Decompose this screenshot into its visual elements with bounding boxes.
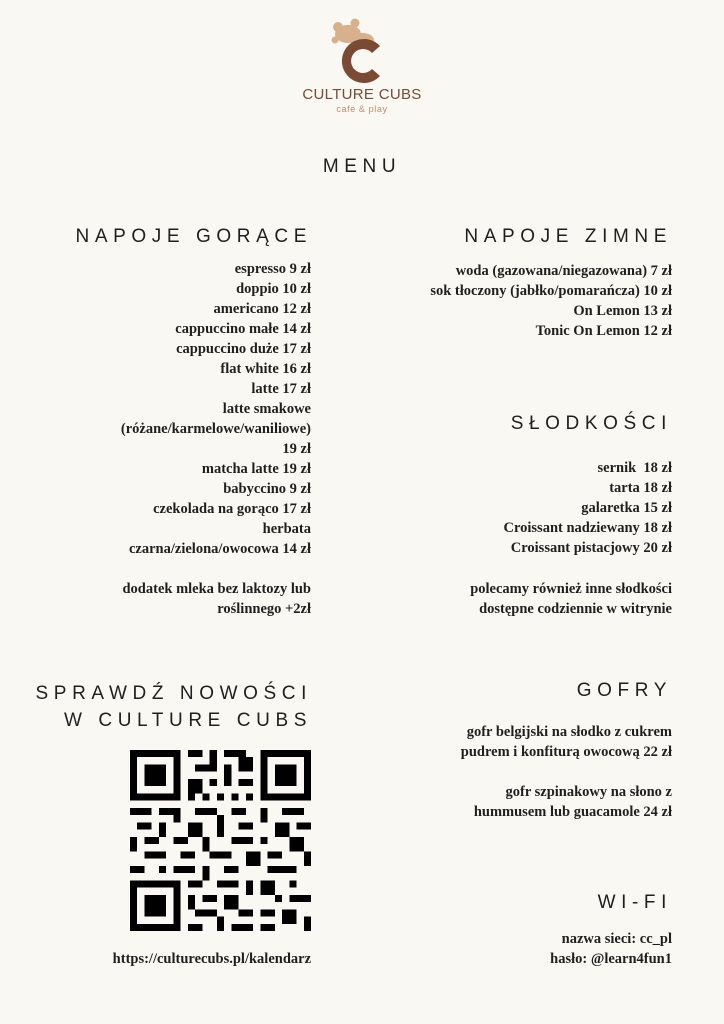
list-item: On Lemon 13 zł — [573, 303, 672, 319]
list-item: americano 12 zł — [213, 301, 311, 317]
list-item: herbata — [262, 521, 311, 537]
waffle-item-belgian — [372, 722, 672, 762]
sweets-note — [372, 579, 672, 619]
sweets-heading: SŁODKOŚCI — [510, 413, 672, 434]
list-item: woda (gazowana/niegazowana) 7 zł — [455, 263, 672, 279]
list-item: cappuccino duże 17 zł — [176, 341, 311, 357]
list-item: czekolada na gorąco 17 zł — [153, 501, 311, 517]
list-item: latte smakowe — [222, 401, 311, 417]
cold-drinks-heading: NAPOJE ZIMNE — [464, 226, 672, 247]
list-item: czarna/zielona/owocowa 14 zł — [128, 541, 311, 557]
list-item: sernik 18 zł — [597, 460, 672, 476]
list-item: latte 17 zł — [251, 381, 311, 397]
wifi-network: nazwa sieci: cc_pl — [561, 931, 672, 947]
note-line: dodatek mleka bez laktozy lub — [122, 581, 311, 597]
list-item: flat white 16 zł — [220, 361, 311, 377]
hot-drinks-heading: NAPOJE GORĄCE — [75, 226, 312, 247]
cold-drinks-list — [332, 261, 672, 341]
milk-note — [11, 579, 311, 619]
list-item: (różane/karmelowe/waniliowe) — [120, 421, 311, 437]
list-item: sok tłoczony (jabłko/pomarańcza) 10 zł — [430, 283, 672, 299]
hot-drinks-list — [11, 259, 311, 559]
list-item: 19 zł — [282, 441, 311, 457]
list-item: tarta 18 zł — [609, 480, 672, 496]
wifi-heading: WI-FI — [597, 892, 672, 913]
list-item: cappuccino małe 14 zł — [175, 321, 311, 337]
list-item: babyccino 9 zł — [223, 481, 311, 497]
news-heading-line1: SPRAWDŹ NOWOŚCI — [35, 683, 312, 704]
list-item: doppio 10 zł — [236, 281, 311, 297]
waffles-heading: GOFRY — [576, 680, 672, 701]
brand-name: CULTURE CUBS — [302, 86, 422, 103]
item-line: gofr belgijski na słodko z cukrem — [466, 724, 672, 740]
item-line: gofr szpinakowy na słono z — [505, 784, 672, 800]
sweets-list — [372, 458, 672, 558]
item-line: hummusem lub guacamole 24 zł — [473, 804, 672, 820]
news-heading — [36, 680, 312, 734]
list-item: espresso 9 zł — [234, 261, 311, 277]
note-line: polecamy również inne słodkości — [470, 581, 672, 597]
list-item: galaretka 15 zł — [581, 500, 672, 516]
note-line: dostępne codziennie w witrynie — [479, 601, 672, 617]
list-item: Croissant pistacjowy 20 zł — [510, 540, 672, 556]
list-item: Croissant nadziewany 18 zł — [503, 520, 672, 536]
wifi-info — [372, 929, 672, 969]
qr-code-icon[interactable] — [130, 750, 311, 931]
menu-title: MENU — [322, 156, 402, 177]
wifi-password: hasło: @learn4fun1 — [550, 951, 672, 967]
note-line: roślinnego +2zł — [217, 601, 311, 617]
list-item: matcha latte 19 zł — [201, 461, 311, 477]
brand-tagline: cafe & play — [336, 104, 388, 114]
list-item: Tonic On Lemon 12 zł — [535, 323, 672, 339]
waffle-item-spinach — [372, 782, 672, 822]
calendar-link[interactable]: https://culturecubs.pl/kalendarz — [112, 951, 311, 967]
bear-logo-icon — [300, 14, 424, 94]
news-heading-line2: W CULTURE CUBS — [64, 710, 312, 731]
item-line: pudrem i konfiturą owocową 22 zł — [460, 744, 672, 760]
